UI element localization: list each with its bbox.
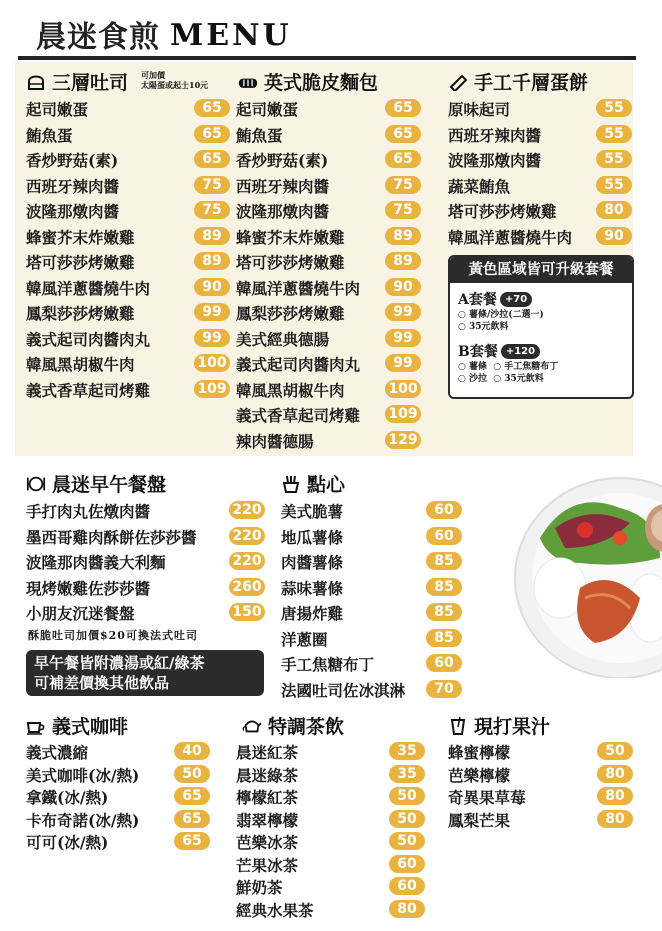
set-b-option-row: ○ 薯條 ○ 手工焦糖布丁 [458, 362, 559, 372]
menu-item-name: 波隆那燉肉醬 [26, 202, 120, 221]
tea-list [236, 739, 426, 919]
menu-item-name: 韓風洋蔥醬燒牛肉 [236, 278, 361, 298]
price-badge: 60 [426, 527, 462, 545]
price-badge: 65 [385, 99, 421, 117]
menu-item-name: 洋蔥圈 [281, 629, 328, 649]
menu-item-row [236, 173, 426, 199]
menu-item-row [26, 498, 266, 524]
price-badge: 109 [194, 380, 230, 398]
menu-item-row [236, 122, 426, 148]
price-badge: 75 [194, 176, 230, 194]
menu-item-row [26, 829, 216, 852]
price-badge: 60 [426, 654, 462, 672]
set-upgrade-box [448, 255, 634, 399]
menu-item-name: 義式起司肉醬肉丸 [26, 329, 151, 349]
coffee-section-title [26, 712, 128, 739]
menu-item-name: 卡布奇諾(冰/熱) [26, 810, 140, 830]
price-badge: 75 [194, 201, 230, 219]
menu-item-row [236, 402, 426, 428]
menu-item-name: 韓風洋蔥醬燒牛肉 [26, 278, 151, 298]
addon-note-line: 可加價 [141, 70, 165, 80]
menu-item-name: 鳳梨芒果 [448, 810, 511, 830]
menu-item-row [281, 677, 471, 703]
menu-item-name: 蜂蜜芥末炸嫩雞 [26, 227, 135, 247]
menu-item-row [281, 600, 471, 626]
menu-item-name: 小朋友沉迷餐盤 [26, 604, 135, 623]
menu-item-row [26, 600, 266, 626]
menu-item-row [236, 249, 426, 275]
menu-item-name: 美式經典德腸 [236, 329, 330, 349]
price-badge: 89 [194, 227, 230, 245]
menu-item-row [26, 122, 222, 148]
menu-item-name: 晨迷綠茶 [236, 765, 299, 785]
price-badge: 89 [385, 227, 421, 245]
price-badge: 99 [194, 329, 230, 347]
price-badge: 220 [229, 552, 265, 570]
menu-item-name: 墨西哥雞肉酥餅佐莎莎醬 [26, 527, 197, 547]
menu-item-row [26, 351, 227, 377]
brunch-list [26, 498, 266, 626]
snacks-section-title [281, 470, 345, 497]
menu-item-row [448, 198, 638, 224]
price-badge: 65 [194, 99, 230, 117]
price-badge: 89 [194, 252, 230, 270]
menu-item-row [26, 224, 222, 250]
menu-item-row [26, 524, 266, 550]
pancake-title-text: 手工千層蛋餅 [474, 72, 589, 94]
toast-addon-note [141, 70, 208, 90]
menu-item-row [26, 762, 216, 785]
price-badge: 129 [385, 431, 421, 449]
price-badge: 100 [194, 354, 230, 372]
menu-item-name: 塔可莎莎烤嫩雞 [448, 202, 557, 221]
menu-item-name: 韓風洋蔥醬燒牛肉 [448, 227, 573, 247]
menu-item-row [26, 173, 222, 199]
menu-item-name: 義式濃縮 [26, 743, 89, 762]
menu-item-name: 手打肉丸佐燉肉醬 [26, 502, 151, 521]
menu-item-name: 鮮奶茶 [236, 878, 283, 897]
toast-section-title [26, 68, 128, 95]
menu-item-row [26, 96, 222, 122]
menu-item-row [281, 575, 471, 601]
menu-item-name: 義式香草起司烤雞 [236, 406, 361, 425]
price-badge: 65 [385, 125, 421, 143]
brunch-title-text: 晨迷早午餐盤 [52, 474, 167, 496]
price-badge: 60 [389, 877, 425, 895]
menu-item-row [26, 784, 216, 807]
menu-item-row [448, 807, 638, 830]
menu-item-name: 波隆那肉醬義大利麵 [26, 553, 166, 572]
menu-item-name: 手工焦糖布丁 [281, 655, 375, 674]
menu-item-name: 塔可莎莎烤嫩雞 [26, 253, 135, 272]
pancake-roll-icon [448, 73, 468, 91]
menu-item-name: 西班牙辣肉醬 [236, 176, 330, 196]
price-badge: 40 [174, 742, 210, 760]
price-badge: 99 [385, 354, 421, 372]
toast-icon [26, 73, 46, 91]
tea-title-text: 特調茶飲 [268, 716, 345, 738]
price-badge: 50 [389, 810, 425, 828]
menu-item-row [281, 524, 471, 550]
menu-item-row [236, 377, 426, 403]
bread-section-title [238, 68, 378, 95]
price-badge: 65 [174, 810, 210, 828]
menu-item-row [236, 874, 426, 897]
price-badge: 90 [596, 227, 632, 245]
price-badge: 109 [385, 405, 421, 423]
banner-line: 可補差價換其他飲品 [34, 674, 170, 692]
juice-section-title [448, 712, 550, 739]
price-badge: 80 [597, 787, 633, 805]
menu-item-row [448, 122, 638, 148]
menu-item-name: 鮪魚蛋 [26, 125, 73, 145]
menu-item-row [26, 575, 266, 601]
menu-item-name: 義式起司肉醬肉丸 [236, 355, 361, 374]
brunch-drink-banner [26, 650, 264, 696]
price-badge: 60 [426, 501, 462, 519]
brunch-french-toast-note: 酥脆吐司加價$20可換法式吐司 [28, 629, 198, 642]
menu-item-row [236, 897, 426, 920]
menu-item-row [448, 173, 638, 199]
pancake-section-title [448, 68, 588, 95]
menu-item-name: 起司嫩蛋 [26, 100, 89, 119]
toast-list [26, 96, 227, 402]
fries-icon [281, 475, 301, 493]
set-b-name: B套餐 [458, 344, 498, 360]
price-badge: 99 [194, 303, 230, 321]
menu-item-name: 可可(冰/熱) [26, 833, 109, 852]
price-badge: 35 [389, 765, 425, 783]
menu-item-name: 辣肉醬德腸 [236, 431, 314, 451]
menu-item-name: 蒜味薯條 [281, 578, 344, 598]
menu-item-name: 香炒野菇(素) [236, 151, 329, 170]
menu-item-name: 現烤嫩雞佐莎莎醬 [26, 578, 151, 598]
menu-item-name: 芭樂檸檬 [448, 765, 511, 785]
menu-item-row [236, 852, 426, 875]
price-badge: 50 [597, 742, 633, 760]
menu-item-row [448, 739, 638, 762]
bread-icon [238, 73, 258, 91]
menu-item-name: 鮪魚蛋 [236, 125, 283, 145]
menu-item-row [236, 739, 426, 762]
menu-item-name: 起司嫩蛋 [236, 100, 299, 119]
header-divider [18, 56, 636, 60]
menu-item-name: 蜂蜜檸檬 [448, 743, 511, 762]
price-badge: 90 [385, 278, 421, 296]
price-badge: 55 [596, 150, 632, 168]
price-badge: 85 [426, 552, 462, 570]
menu-item-row [448, 96, 638, 122]
price-badge: 220 [229, 527, 265, 545]
set-a-name: A套餐 [458, 292, 497, 308]
brand-logo: 晨迷食煎 [36, 20, 160, 55]
price-badge: 85 [426, 578, 462, 596]
price-badge: 150 [229, 603, 265, 621]
toast-title-text: 三層吐司 [52, 72, 129, 94]
menu-item-row [448, 784, 638, 807]
price-badge: 50 [389, 832, 425, 850]
menu-item-row [236, 300, 426, 326]
pancake-list [448, 96, 638, 249]
menu-item-name: 蔬菜鮪魚 [448, 176, 511, 196]
menu-item-row [236, 762, 426, 785]
price-badge: 35 [389, 742, 425, 760]
menu-item-row [281, 498, 471, 524]
snacks-list [281, 498, 471, 702]
price-badge: 100 [385, 380, 421, 398]
menu-item-row [26, 377, 227, 403]
juice-glass-icon [448, 717, 468, 735]
price-badge: 65 [194, 150, 230, 168]
menu-item-row [448, 224, 638, 250]
price-badge: 50 [174, 765, 210, 783]
price-badge: 75 [385, 176, 421, 194]
price-badge: 55 [596, 99, 632, 117]
brunch-plate-photo [510, 468, 662, 678]
menu-item-row [236, 147, 426, 173]
menu-item-row [236, 326, 426, 352]
menu-item-name: 檸檬紅茶 [236, 788, 299, 807]
bread-title-text: 英式脆皮麵包 [264, 72, 379, 94]
menu-item-name: 拿鐵(冰/熱) [26, 788, 109, 807]
menu-item-name: 經典水果茶 [236, 900, 314, 920]
price-badge: 50 [389, 787, 425, 805]
price-badge: 65 [174, 787, 210, 805]
snacks-title-text: 點心 [307, 474, 346, 496]
plate-cutlery-icon [26, 475, 46, 493]
menu-item-row [236, 829, 426, 852]
menu-item-name: 原味起司 [448, 100, 511, 119]
price-badge: 65 [174, 832, 210, 850]
menu-item-name: 美式咖啡(冰/熱) [26, 765, 140, 785]
menu-item-row [236, 275, 426, 301]
menu-item-name: 肉醬薯條 [281, 553, 344, 572]
set-a-option: ○ 薯條/沙拉(二選一) [458, 310, 544, 320]
price-badge: 75 [385, 201, 421, 219]
set-b-option-row: ○ 沙拉 ○ 35元飲料 [458, 374, 544, 384]
menu-item-row [26, 326, 222, 352]
menu-item-row [448, 762, 638, 785]
price-badge: 55 [596, 125, 632, 143]
menu-item-name: 西班牙辣肉醬 [26, 176, 120, 196]
price-badge: 220 [229, 501, 265, 519]
banner-line: 早午餐皆附濃湯或紅/綠茶 [34, 654, 205, 672]
price-badge: 80 [597, 810, 633, 828]
bread-list [236, 96, 426, 453]
set-b-price-tag: +120 [501, 344, 540, 359]
menu-item-row [26, 249, 222, 275]
menu-item-name: 韓風黑胡椒牛肉 [236, 380, 345, 400]
menu-item-name: 波隆那燉肉醬 [448, 151, 542, 170]
menu-item-name: 鳳梨莎莎烤嫩雞 [26, 304, 135, 323]
menu-item-name: 西班牙辣肉醬 [448, 125, 542, 145]
menu-heading: MENU [170, 18, 292, 53]
price-badge: 80 [597, 765, 633, 783]
menu-item-row [236, 96, 426, 122]
price-badge: 65 [385, 150, 421, 168]
menu-item-name: 韓風黑胡椒牛肉 [26, 355, 135, 374]
price-badge: 99 [385, 303, 421, 321]
price-badge: 65 [194, 125, 230, 143]
menu-item-name: 法國吐司佐冰淇淋 [281, 680, 406, 700]
menu-item-name: 地瓜薯條 [281, 527, 344, 547]
price-badge: 70 [426, 680, 462, 698]
menu-item-row [26, 198, 222, 224]
menu-item-name: 奇異果草莓 [448, 788, 526, 807]
menu-item-name: 蜂蜜芥末炸嫩雞 [236, 227, 345, 247]
coffee-list [26, 739, 216, 852]
menu-item-name: 晨迷紅茶 [236, 743, 299, 762]
price-badge: 89 [385, 252, 421, 270]
menu-item-row [281, 626, 471, 652]
menu-item-name: 鳳梨莎莎烤嫩雞 [236, 304, 345, 323]
menu-item-row [236, 224, 426, 250]
price-badge: 260 [229, 578, 265, 596]
menu-item-row [236, 428, 426, 454]
menu-item-name: 芭樂冰茶 [236, 833, 299, 852]
menu-item-name: 義式香草起司烤雞 [26, 380, 151, 400]
coffee-title-text: 義式咖啡 [52, 716, 129, 738]
menu-item-name: 波隆那燉肉醬 [236, 202, 330, 221]
menu-item-name: 唐揚炸雞 [281, 604, 344, 623]
price-badge: 80 [596, 201, 632, 219]
menu-item-row [26, 549, 266, 575]
coffee-cup-icon [26, 717, 46, 735]
price-badge: 55 [596, 176, 632, 194]
set-a-price-tag: +70 [500, 292, 532, 307]
set-a-heading [458, 289, 624, 309]
set-upgrade-title: 黃色區域皆可升級套餐 [450, 257, 632, 283]
menu-item-name: 芒果冰茶 [236, 855, 299, 875]
addon-note-line: 太陽蛋或起士10元 [141, 80, 209, 90]
menu-item-row [448, 147, 638, 173]
menu-item-row [26, 275, 222, 301]
menu-item-name: 塔可莎莎烤嫩雞 [236, 253, 345, 272]
menu-item-name: 美式脆薯 [281, 502, 344, 521]
price-badge: 60 [389, 855, 425, 873]
menu-item-row [26, 300, 222, 326]
menu-item-row [26, 147, 222, 173]
tea-section-title [242, 712, 344, 739]
set-b-heading [458, 341, 624, 361]
juice-list [448, 739, 638, 829]
menu-item-row [281, 651, 471, 677]
price-badge: 99 [385, 329, 421, 347]
teapot-icon [242, 717, 262, 735]
menu-item-row [236, 351, 426, 377]
price-badge: 85 [426, 603, 462, 621]
menu-item-row [236, 198, 426, 224]
juice-title-text: 現打果汁 [474, 716, 551, 738]
menu-item-name: 翡翠檸檬 [236, 810, 299, 830]
menu-item-name: 香炒野菇(素) [26, 151, 119, 170]
menu-item-row [236, 807, 426, 830]
price-badge: 80 [389, 900, 425, 918]
menu-item-row [26, 739, 216, 762]
brunch-section-title [26, 470, 166, 497]
price-badge: 90 [194, 278, 230, 296]
menu-item-row [26, 807, 216, 830]
menu-item-row [236, 784, 426, 807]
price-badge: 85 [426, 629, 462, 647]
set-a-option: ○ 35元飲料 [458, 322, 509, 332]
menu-item-row [281, 549, 471, 575]
